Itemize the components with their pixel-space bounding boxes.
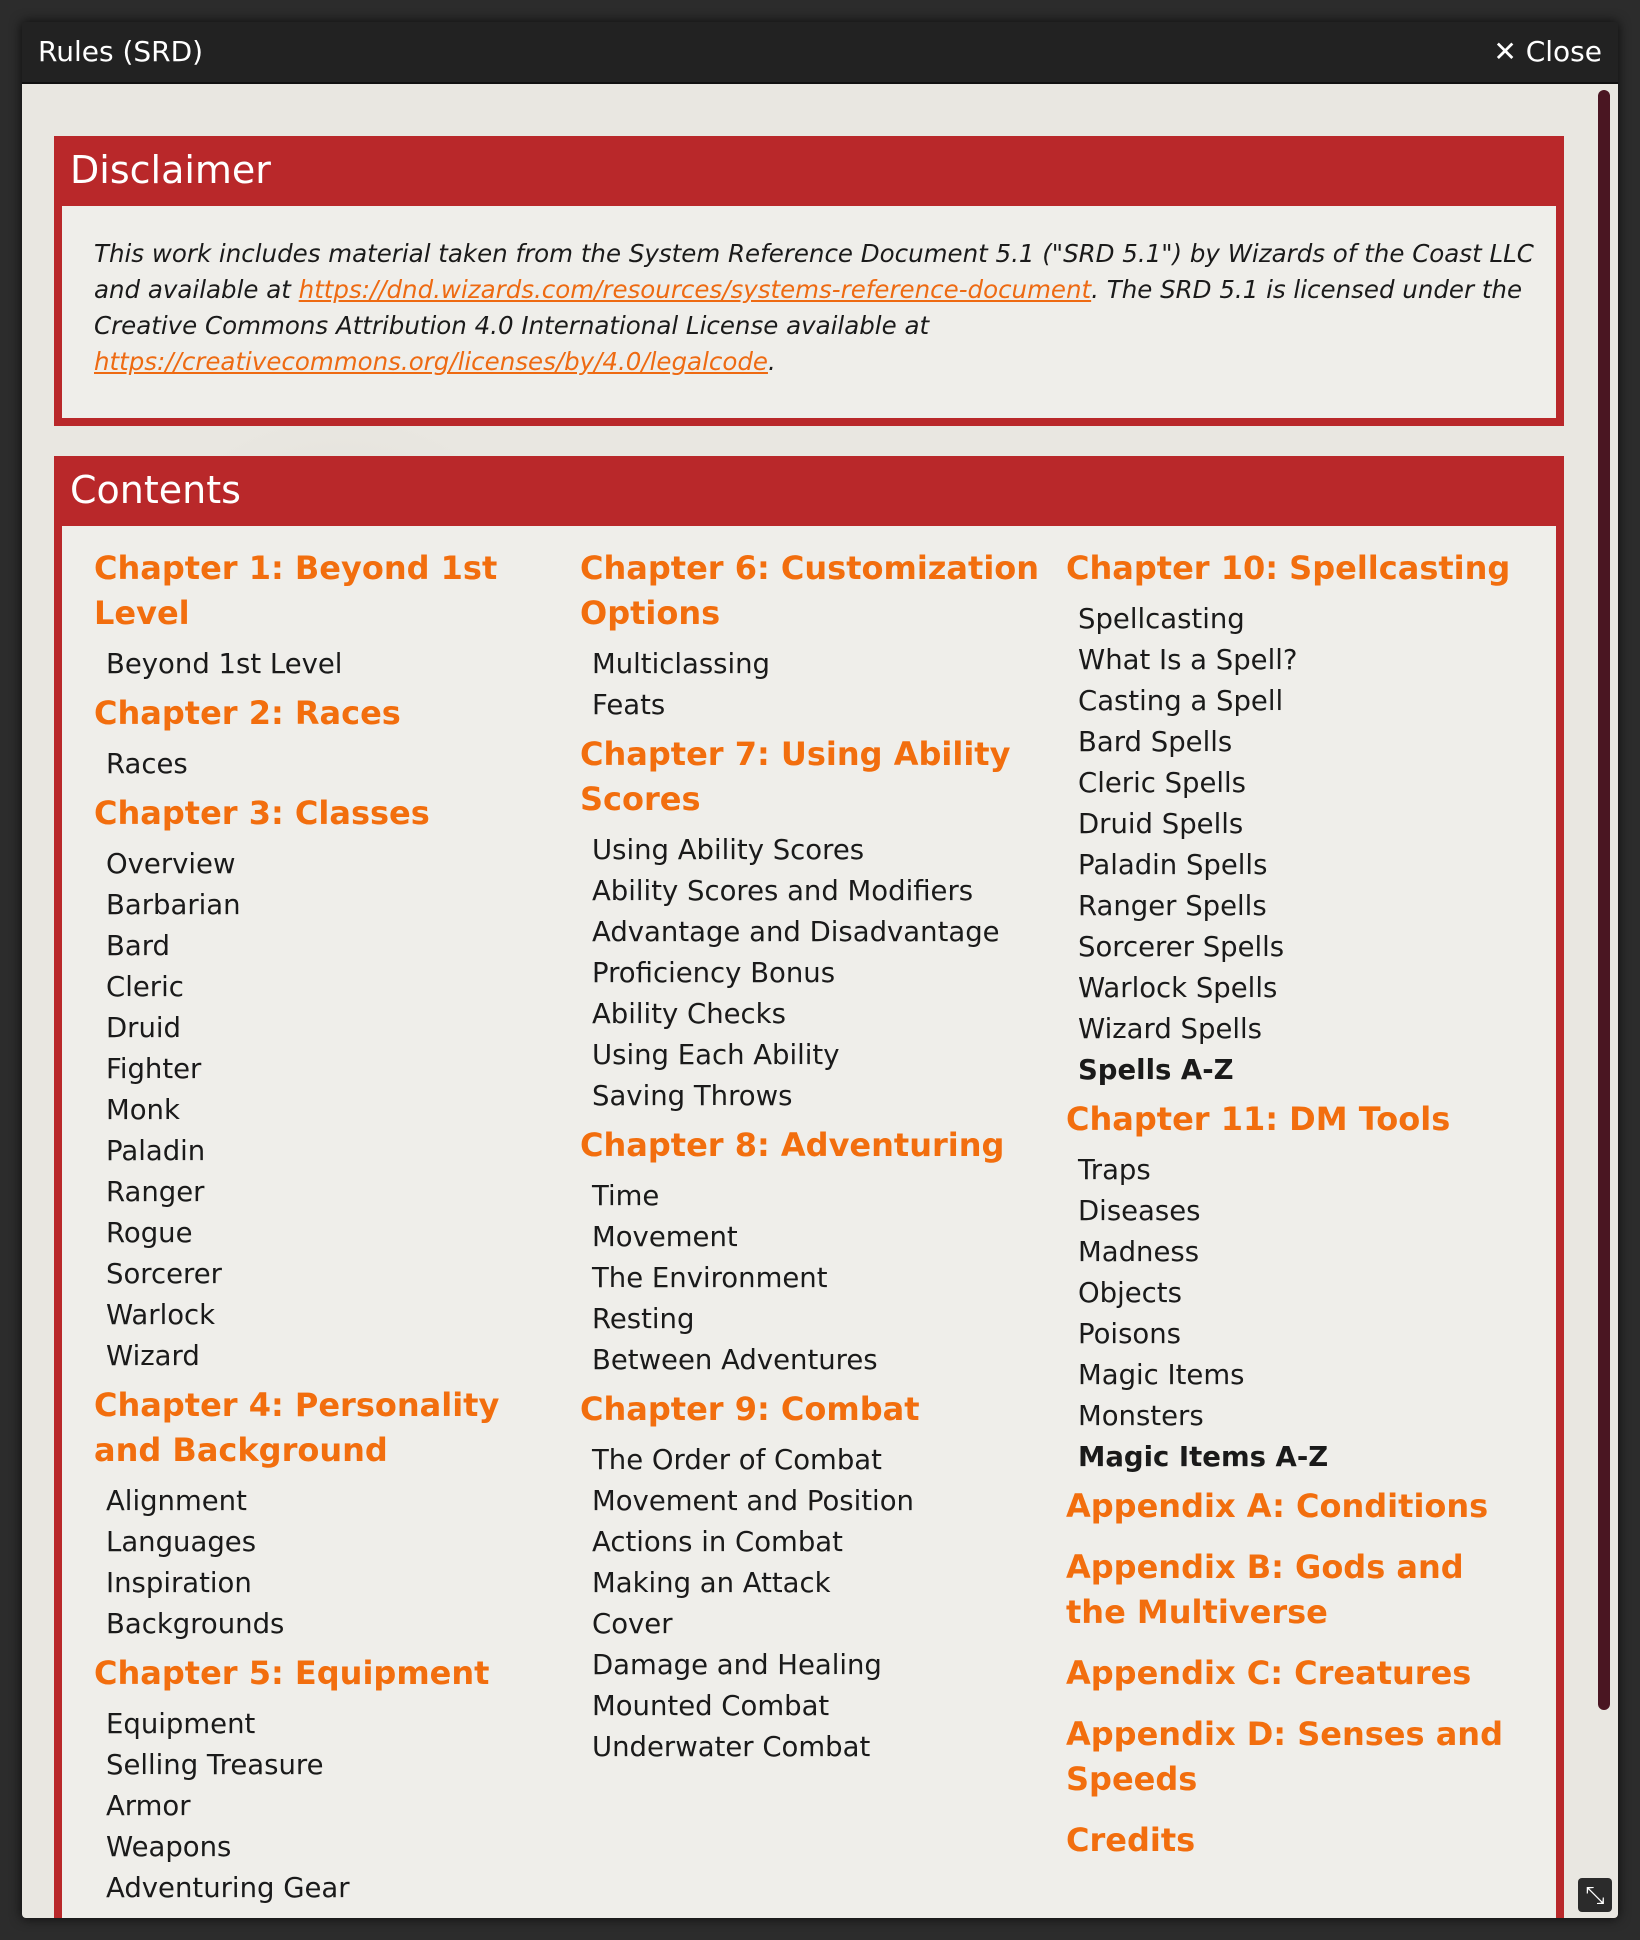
chapter-item-list [1078,1150,1526,1478]
section-link[interactable]: Actions in Combat [592,1526,843,1558]
contents-column-2 [580,546,1040,1774]
section-link[interactable]: Races [106,748,188,780]
section-link[interactable]: Barbarian [106,889,241,921]
section-link[interactable]: Madness [1078,1236,1200,1268]
section-link[interactable]: Druid Spells [1078,808,1244,840]
section-link[interactable]: Cover [592,1608,673,1640]
chapter-link[interactable]: Appendix C: Creatures [1066,1654,1472,1692]
chapter-link[interactable]: Chapter 5: Equipment [94,1654,490,1692]
section-link[interactable]: Druid [106,1012,182,1044]
license-link[interactable]: https://creativecommons.org/licenses/by/4.0/legalcode [94,347,768,376]
chapter-item-list [106,644,554,685]
section-link[interactable]: Feats [592,689,666,721]
section-link[interactable]: Paladin [106,1135,206,1167]
section-link[interactable]: Inspiration [106,1567,252,1599]
contents-column-3 [1066,546,1526,1879]
chapter-link[interactable]: Chapter 10: Spellcasting [1066,549,1511,587]
chapter-link[interactable]: Chapter 3: Classes [94,794,430,832]
section-link[interactable]: Mounted Combat [592,1690,830,1722]
section-link[interactable]: Saving Throws [592,1080,793,1112]
section-link[interactable]: Magic Items [1078,1359,1245,1391]
a-z-link[interactable]: Magic Items A-Z [1078,1441,1329,1473]
window-titlebar[interactable] [22,22,1618,84]
section-link[interactable]: Alignment [106,1485,247,1517]
section-link[interactable]: Ranger Spells [1078,890,1267,922]
disclaimer-heading: Disclaimer [70,148,271,192]
resize-icon[interactable]: ⤡ [1578,1878,1612,1912]
section-link[interactable]: Equipment [106,1708,256,1740]
section-link[interactable]: Wizard Spells [1078,1013,1262,1045]
chapter-item-list [592,644,1040,726]
section-link[interactable]: Cleric [106,971,184,1003]
section-link[interactable]: Armor [106,1790,191,1822]
section-link[interactable]: Resting [592,1303,695,1335]
section-link[interactable]: Using Ability Scores [592,834,865,866]
chapter-link[interactable]: Chapter 8: Adventuring [580,1126,1005,1164]
section-link[interactable]: Multiclassing [592,648,771,680]
section-link[interactable]: Underwater Combat [592,1731,871,1763]
disclaimer-text-3: . [767,347,776,376]
chapter-item-list [106,1704,554,1909]
chapter-link[interactable]: Chapter 2: Races [94,694,401,732]
section-link[interactable]: Selling Treasure [106,1749,324,1781]
section-link[interactable]: Poisons [1078,1318,1181,1350]
section-link[interactable]: Overview [106,848,236,880]
chapter-item-list [592,830,1040,1117]
section-link[interactable]: Sorcerer [106,1258,222,1290]
disclaimer-text-1: This work includes material taken from the System Reference Document 5.1 ("SRD 5.1") by Wizards of the Coast LLC and available at [94,239,1534,304]
section-link[interactable]: Advantage and Disadvantage [592,916,1000,948]
section-link[interactable]: Making an Attack [592,1567,831,1599]
chapter-link[interactable]: Chapter 7: Using Ability Scores [580,735,1011,818]
chapter-link[interactable]: Appendix A: Conditions [1066,1487,1489,1525]
contents-body [62,526,1556,1918]
section-link[interactable]: Ranger [106,1176,205,1208]
chapter-item-list [592,1176,1040,1381]
chapter-link[interactable]: Chapter 4: Personality and Background [94,1386,500,1469]
window-title: Rules (SRD) [38,35,204,68]
section-link[interactable]: Languages [106,1526,257,1558]
section-link[interactable]: Movement [592,1221,738,1253]
section-link[interactable]: Wizard [106,1340,200,1372]
section-link[interactable]: Proficiency Bonus [592,957,836,989]
chapter-link[interactable]: Appendix D: Senses and Speeds [1066,1715,1503,1798]
chapter-item-list [592,1440,1040,1768]
section-link[interactable]: Weapons [106,1831,232,1863]
section-link[interactable]: Warlock Spells [1078,972,1278,1004]
section-link[interactable]: Cleric Spells [1078,767,1247,799]
chapter-link[interactable]: Chapter 11: DM Tools [1066,1100,1451,1138]
section-link[interactable]: Bard [106,930,170,962]
section-link[interactable]: Beyond 1st Level [106,648,343,680]
contents-heading: Contents [70,468,241,512]
section-link[interactable]: Damage and Healing [592,1649,882,1681]
section-link[interactable]: Monsters [1078,1400,1204,1432]
section-link[interactable]: Between Adventures [592,1344,878,1376]
section-link[interactable]: The Environment [592,1262,828,1294]
section-link[interactable]: Paladin Spells [1078,849,1268,881]
section-link[interactable]: Monk [106,1094,180,1126]
section-link[interactable]: Ability Checks [592,998,786,1030]
chapter-link[interactable]: Appendix B: Gods and the Multiverse [1066,1548,1464,1631]
section-link[interactable]: Sorcerer Spells [1078,931,1285,963]
contents-section [54,456,1564,1918]
section-link[interactable]: Bard Spells [1078,726,1233,758]
section-link[interactable]: Spellcasting [1078,603,1245,635]
section-link[interactable]: What Is a Spell? [1078,644,1298,676]
chapter-item-list [106,844,554,1377]
section-link[interactable]: Fighter [106,1053,202,1085]
disclaimer-text [94,236,1534,380]
chapter-item-list [106,1481,554,1645]
section-link[interactable]: Traps [1078,1154,1151,1186]
srd-link[interactable]: https://dnd.wizards.com/resources/systems-reference-document [298,275,1092,304]
contents-column-1 [94,546,554,1915]
section-link[interactable]: Objects [1078,1277,1182,1309]
section-link[interactable]: Ability Scores and Modifiers [592,875,974,907]
a-z-link[interactable]: Spells A-Z [1078,1054,1234,1086]
section-link[interactable]: Casting a Spell [1078,685,1284,717]
disclaimer-section [54,136,1564,426]
chapter-link[interactable]: Chapter 6: Customization Options [580,549,1040,632]
content-area[interactable] [22,84,1618,1918]
close-button[interactable]: ✕ Close [1493,35,1602,68]
section-link[interactable]: Rogue [106,1217,193,1249]
chapter-link[interactable]: Credits [1066,1821,1196,1859]
section-link[interactable]: Backgrounds [106,1608,285,1640]
chapter-item-list [1078,599,1526,1091]
section-link[interactable]: Using Each Ability [592,1039,840,1071]
rules-window [22,22,1618,1918]
section-link[interactable]: Time [592,1180,660,1212]
section-link[interactable]: Warlock [106,1299,216,1331]
scrollbar[interactable] [1598,90,1610,1710]
chapter-link[interactable]: Chapter 1: Beyond 1st Level [94,549,498,632]
section-link[interactable]: Diseases [1078,1195,1201,1227]
section-link[interactable]: The Order of Combat [592,1444,882,1476]
section-link[interactable]: Movement and Position [592,1485,914,1517]
chapter-item-list [106,744,554,785]
disclaimer-text-2: . The SRD 5.1 is licensed under the Creative Commons Attribution 4.0 International License available at [94,275,1523,340]
disclaimer-body [62,206,1556,418]
chapter-link[interactable]: Chapter 9: Combat [580,1390,920,1428]
section-link[interactable]: Adventuring Gear [106,1872,350,1904]
